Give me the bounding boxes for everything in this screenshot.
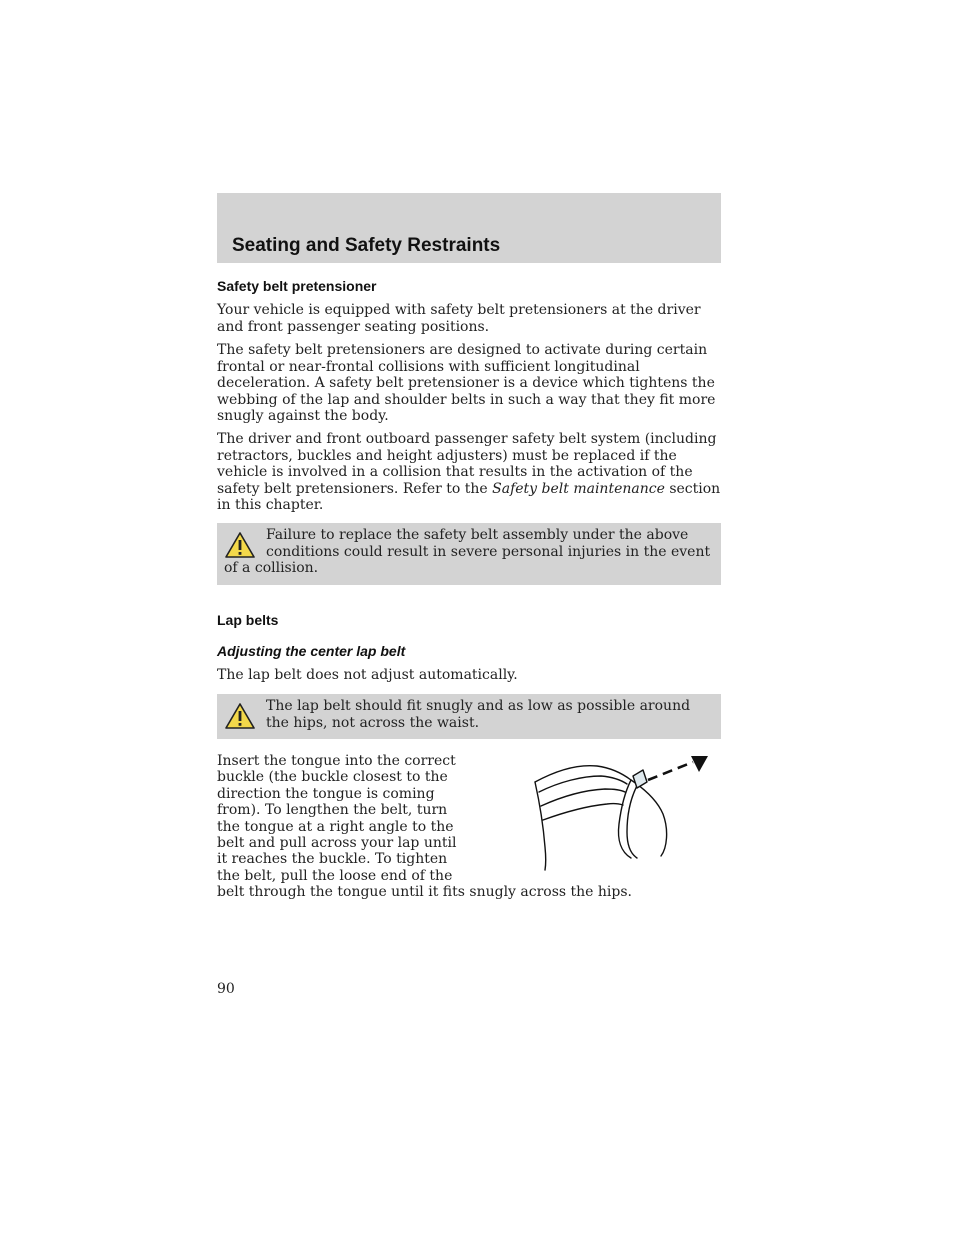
section-header-band (217, 193, 721, 263)
pretensioner-paragraph-3-text-a: The driver and front outboard passenger safety belt system (including retractors, buckles and height adjusters) must be replaced if the vehicle is involved in a collision that results in the activation of the safety belt pretensioners. Refer to the (217, 431, 717, 497)
safety-belt-maintenance-reference: Safety belt maintenance (492, 480, 665, 497)
section-title: Seating and Safety Restraints (232, 235, 501, 256)
pretensioner-paragraph-3-text-b: section in this chapter. (217, 480, 721, 513)
pretensioner-warning-box (217, 523, 721, 585)
lap-belt-tongue-illustration (527, 752, 712, 874)
lap-belt-warning-text: The lap belt should fit snugly and as low as possible around the hips, not across the waist. (266, 698, 691, 731)
page-number: 90 (217, 981, 235, 997)
heading-lap-belts: Lap belts (217, 612, 279, 628)
pretensioner-paragraph-2: The safety belt pretensioners are designed to activate during certain frontal or near-frontal collisions with sufficient longitudinal deceleration. A safety belt pretensioner is a device which tightens the webbing of the lap and shoulder belts in such a way that they fit more snugly against the body. (217, 342, 716, 424)
heading-safety-belt-pretensioner: Safety belt pretensioner (217, 278, 377, 294)
lap-belt-paragraph-1: The lap belt does not adjust automatically. (217, 667, 518, 683)
pretensioner-paragraph-3 (217, 431, 721, 514)
lap-belt-instructions: Insert the tongue into the correct buckle (the buckle closest to the direction the tongue is coming from). To lengthen the belt, turn the tongue at a right angle to the belt and pull across your lap until it reaches the buckle. To tighten the belt, pull the loose end of the belt through the tongue until it fits snugly across the hips. (217, 753, 633, 901)
lap-belt-warning-box (217, 694, 721, 739)
pretensioner-paragraph-1: Your vehicle is equipped with safety belt pretensioners at the driver and front passenger seating positions. (217, 302, 701, 335)
heading-adjusting-center-lap-belt: Adjusting the center lap belt (217, 643, 406, 659)
pretensioner-warning-text: Failure to replace the safety belt assembly under the above conditions could result in severe personal injuries in the event of a collision. (224, 527, 711, 576)
